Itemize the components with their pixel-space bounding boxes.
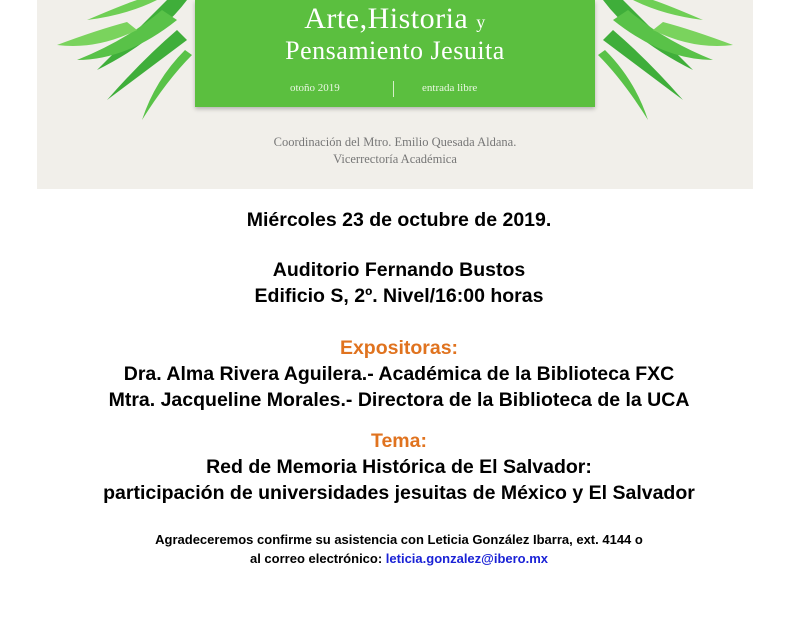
topic-heading: Tema: (371, 430, 427, 452)
email-link[interactable]: leticia.gonzalez@ibero.mx (385, 551, 549, 566)
event-date: Miércoles 23 de octubre de 2019. (246, 209, 552, 231)
coordination-text: Coordinación del Mtro. Emilio Quesada Aldana. Vicerrectoría Académica (273, 135, 517, 166)
event-venue: Auditorio Fernando Bustos (272, 259, 526, 281)
event-banner (37, 0, 753, 189)
topic-line1: Red de Memoria Histórica de El Salvador: (206, 456, 592, 478)
banner-title-line2: Pensamiento Jesuita (285, 36, 505, 65)
event-details (0, 207, 798, 568)
rsvp-line1: Agradeceremos confirme su asistencia con Leticia González Ibarra, ext. 4144 o (155, 532, 643, 547)
speaker-item: Mtra. Jacqueline Morales.- Directora de la Biblioteca de la UCA (108, 389, 690, 411)
rsvp-line2: al correo electrónico: leticia.gonzalez@ibero.mx (249, 551, 549, 566)
topic-line2: participación de universidades jesuitas de México y El Salvador (103, 482, 695, 504)
meta-divider (393, 81, 394, 97)
banner-title-line1: Arte,Historia y (304, 2, 486, 35)
event-location-time: Edificio S, 2º. Nivel/16:00 horas (254, 285, 544, 307)
season-label: otoño 2019 (290, 82, 340, 94)
speakers-heading: Expositoras: (339, 337, 459, 359)
entry-label: entrada libre (422, 82, 478, 94)
speaker-item: Dra. Alma Rivera Aguilera.- Académica de la Biblioteca FXC (123, 363, 675, 385)
title-panel (195, 0, 595, 107)
